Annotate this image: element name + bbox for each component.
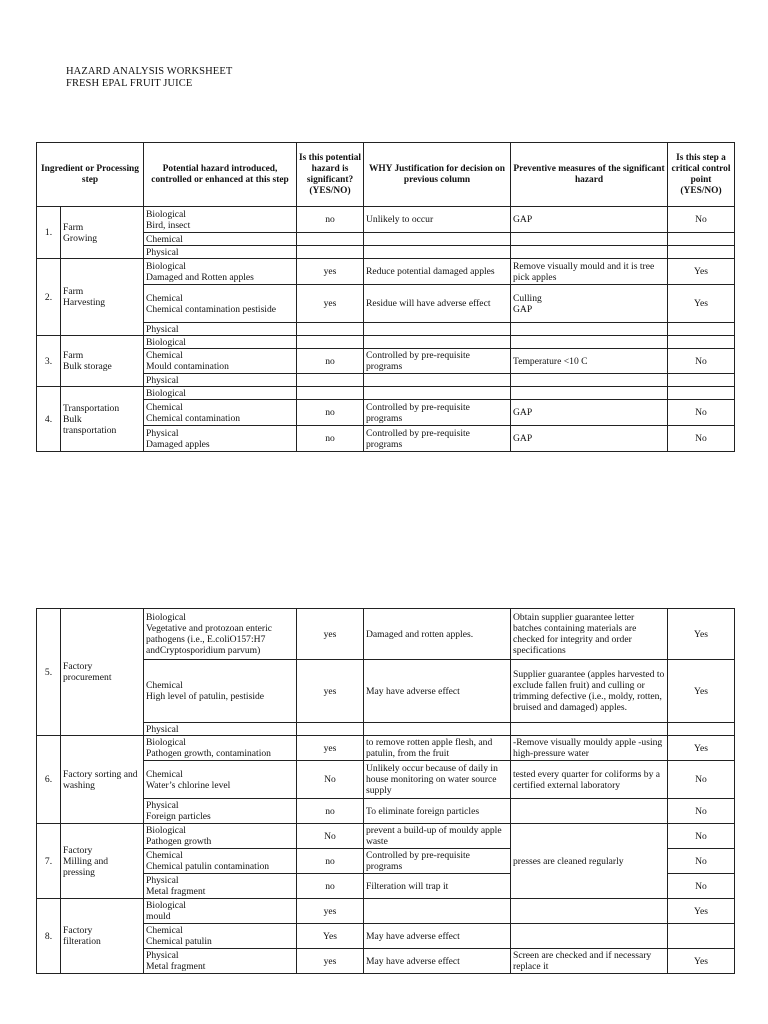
hazard-detail: Damaged and Rotten apples <box>146 271 254 283</box>
hazard-cell <box>144 660 297 723</box>
preventive-cell <box>511 387 668 400</box>
significant-cell: yes <box>297 609 364 660</box>
justification-cell: Controlled by pre-requisite programs <box>364 400 511 426</box>
justification-cell: Controlled by pre-requisite programs <box>364 349 511 374</box>
step-name: Factory Milling and pressing <box>61 824 144 899</box>
hazard-detail: Foreign particles <box>146 811 211 822</box>
ccp-cell: No <box>668 799 735 824</box>
step-name: Farm Bulk storage <box>61 336 144 387</box>
hazard-type: Chemical <box>146 233 183 245</box>
hazard-cell <box>144 336 297 349</box>
hazard-cell <box>144 924 297 949</box>
significant-cell: no <box>297 874 364 899</box>
col-header-why: WHY Justification for decision on previous column <box>364 143 511 207</box>
significant-cell <box>297 323 364 336</box>
justification-cell: Residue will have adverse effect <box>364 285 511 323</box>
hazard-detail: Pathogen growth <box>146 836 212 847</box>
hazard-type: Chemical <box>146 850 183 861</box>
col-header-hazard: Potential hazard introduced, controlled or enhanced at this step <box>144 143 297 207</box>
preventive-cell: GAP <box>511 400 668 426</box>
ccp-cell: No <box>668 400 735 426</box>
step-name: Factory filteration <box>61 899 144 974</box>
hazard-type: Physical <box>146 723 179 735</box>
hazard-type: Biological <box>146 208 186 220</box>
significant-cell: no <box>297 349 364 374</box>
hazard-type: Biological <box>146 260 186 272</box>
hazard-row <box>37 824 735 849</box>
hazard-cell <box>144 723 297 736</box>
hazard-type: Biological <box>146 825 186 836</box>
significant-cell: No <box>297 761 364 799</box>
hazard-row <box>37 899 735 924</box>
hazard-type: Chemical <box>146 292 183 304</box>
justification-cell: To eliminate foreign particles <box>364 799 511 824</box>
hazard-cell <box>144 207 297 233</box>
ccp-cell <box>668 723 735 736</box>
step-name: Farm Growing <box>61 207 144 259</box>
hazard-table-part-1 <box>36 142 735 452</box>
significant-cell <box>297 374 364 387</box>
hazard-cell <box>144 761 297 799</box>
justification-cell <box>364 723 511 736</box>
ccp-cell: No <box>668 207 735 233</box>
significant-cell: yes <box>297 899 364 924</box>
ccp-cell: No <box>668 426 735 452</box>
step-number: 3. <box>37 336 61 387</box>
hazard-row <box>37 207 735 233</box>
significant-cell <box>297 233 364 246</box>
preventive-cell <box>511 336 668 349</box>
ccp-cell: Yes <box>668 609 735 660</box>
ccp-cell: Yes <box>668 660 735 723</box>
hazard-cell <box>144 799 297 824</box>
hazard-cell <box>144 874 297 899</box>
hazard-detail: Metal fragment <box>146 961 206 972</box>
significant-cell: yes <box>297 259 364 285</box>
significant-cell <box>297 387 364 400</box>
justification-cell: Unlikely occur because of daily in house monitoring on water source supply <box>364 761 511 799</box>
ccp-cell <box>668 387 735 400</box>
hazard-cell <box>144 374 297 387</box>
hazard-type: Biological <box>146 387 186 399</box>
justification-cell <box>364 374 511 387</box>
hazard-type: Physical <box>146 427 179 439</box>
justification-cell: Filteration will trap it <box>364 874 511 899</box>
hazard-detail: Vegetative and protozoan enteric pathogens (i.e., E.coliO157:H7 andCryptosporidium parvum) <box>146 623 272 656</box>
col-header-step: Ingredient or Processing step <box>37 143 144 207</box>
justification-cell <box>364 246 511 259</box>
step-name: Factory sorting and washing <box>61 736 144 824</box>
justification-cell <box>364 233 511 246</box>
hazard-cell <box>144 323 297 336</box>
col-header-ccp: Is this step a critical control point (YES/NO) <box>668 143 735 207</box>
significant-cell: yes <box>297 736 364 761</box>
hazard-detail: High level of patulin, pestiside <box>146 691 265 702</box>
justification-cell <box>364 899 511 924</box>
significant-cell: yes <box>297 285 364 323</box>
significant-cell: no <box>297 400 364 426</box>
step-number: 4. <box>37 387 61 452</box>
header-row <box>37 143 735 207</box>
step-number: 8. <box>37 899 61 974</box>
hazard-detail: Chemical contamination <box>146 412 241 424</box>
significant-cell: no <box>297 799 364 824</box>
significant-cell <box>297 246 364 259</box>
justification-cell: May have adverse effect <box>364 924 511 949</box>
hazard-type: Physical <box>146 950 179 961</box>
justification-cell: Damaged and rotten apples. <box>364 609 511 660</box>
preventive-cell <box>511 799 668 824</box>
preventive-cell <box>511 924 668 949</box>
hazard-cell <box>144 824 297 849</box>
hazard-cell <box>144 259 297 285</box>
hazard-cell <box>144 233 297 246</box>
preventive-cell: -Remove visually mouldy apple -using high-pressure water <box>511 736 668 761</box>
justification-cell: prevent a build-up of mouldy apple waste <box>364 824 511 849</box>
step-number: 1. <box>37 207 61 259</box>
justification-cell <box>364 387 511 400</box>
step-number: 2. <box>37 259 61 336</box>
hazard-cell <box>144 899 297 924</box>
preventive-cell: Remove visually mould and it is tree pick apples <box>511 259 668 285</box>
title-line-2: FRESH EPAL FRUIT JUICE <box>66 78 193 89</box>
significant-cell <box>297 336 364 349</box>
justification-cell: Controlled by pre-requisite programs <box>364 426 511 452</box>
ccp-cell: Yes <box>668 949 735 974</box>
table-body-1 <box>37 207 735 452</box>
hazard-type: Chemical <box>146 680 183 691</box>
preventive-cell <box>511 374 668 387</box>
significant-cell: no <box>297 849 364 874</box>
hazard-cell <box>144 400 297 426</box>
col-header-preventive: Preventive measures of the significant hazard <box>511 143 668 207</box>
ccp-cell: No <box>668 761 735 799</box>
preventive-cell: presses are cleaned regularly <box>511 824 668 899</box>
preventive-cell: Screen are checked and if necessary replace it <box>511 949 668 974</box>
title-line-1: HAZARD ANALYSIS WORKSHEET <box>66 66 233 77</box>
preventive-cell: Supplier guarantee (apples harvested to exclude fallen fruit) and culling or trimming defective (i.e., moldy, rotten, bruised and damaged) apples. <box>511 660 668 723</box>
hazard-table-part-2 <box>36 608 735 974</box>
step-name: Factory procurement <box>61 609 144 736</box>
hazard-cell <box>144 349 297 374</box>
hazard-type: Physical <box>146 875 179 886</box>
step-number: 7. <box>37 824 61 899</box>
hazard-type: Physical <box>146 800 179 811</box>
hazard-cell <box>144 736 297 761</box>
ccp-cell: Yes <box>668 285 735 323</box>
justification-cell: May have adverse effect <box>364 949 511 974</box>
ccp-cell: Yes <box>668 899 735 924</box>
significant-cell: Yes <box>297 924 364 949</box>
justification-cell <box>364 336 511 349</box>
table-body-2 <box>37 609 735 974</box>
ccp-cell <box>668 336 735 349</box>
hazard-cell <box>144 609 297 660</box>
hazard-detail: Pathogen growth, contamination <box>146 748 271 759</box>
step-name: Transportation Bulk transportation <box>61 387 144 452</box>
ccp-cell <box>668 233 735 246</box>
significant-cell: yes <box>297 949 364 974</box>
ccp-cell: No <box>668 874 735 899</box>
ccp-cell: No <box>668 824 735 849</box>
hazard-detail: mould <box>146 911 171 922</box>
hazard-type: Physical <box>146 374 179 386</box>
ccp-cell: Yes <box>668 259 735 285</box>
hazard-cell <box>144 426 297 452</box>
hazard-type: Chemical <box>146 768 183 780</box>
significant-cell: no <box>297 207 364 233</box>
preventive-cell <box>511 323 668 336</box>
step-name: Farm Harvesting <box>61 259 144 336</box>
significant-cell: no <box>297 426 364 452</box>
preventive-cell: Temperature <10 C <box>511 349 668 374</box>
hazard-detail: Chemical patulin contamination <box>146 861 270 872</box>
col-header-significant: Is this potential hazard is significant? (YES/NO) <box>297 143 364 207</box>
hazard-detail: Damaged apples <box>146 438 210 450</box>
hazard-detail: Chemical patulin <box>146 936 212 947</box>
hazard-detail: Water’s chlorine level <box>146 779 231 791</box>
hazard-cell <box>144 849 297 874</box>
hazard-row <box>37 736 735 761</box>
preventive-cell <box>511 246 668 259</box>
justification-cell: Unlikely to occur <box>364 207 511 233</box>
justification-cell: May have adverse effect <box>364 660 511 723</box>
significant-cell: yes <box>297 660 364 723</box>
hazard-row <box>37 609 735 660</box>
hazard-detail: Metal fragment <box>146 886 206 897</box>
step-number: 5. <box>37 609 61 736</box>
justification-cell: to remove rotten apple flesh, and patulin, from the fruit <box>364 736 511 761</box>
hazard-type: Biological <box>146 900 186 911</box>
preventive-cell <box>511 233 668 246</box>
preventive-cell: Culling GAP <box>511 285 668 323</box>
hazard-detail: Bird, insect <box>146 219 191 231</box>
ccp-cell <box>668 323 735 336</box>
preventive-cell: GAP <box>511 207 668 233</box>
justification-cell: Reduce potential damaged apples <box>364 259 511 285</box>
step-number: 6. <box>37 736 61 824</box>
ccp-cell <box>668 374 735 387</box>
hazard-cell <box>144 246 297 259</box>
ccp-cell: No <box>668 849 735 874</box>
preventive-cell: GAP <box>511 426 668 452</box>
hazard-type: Physical <box>146 246 179 258</box>
significant-cell <box>297 723 364 736</box>
hazard-row <box>37 387 735 400</box>
ccp-cell: Yes <box>668 736 735 761</box>
hazard-row <box>37 336 735 349</box>
ccp-cell <box>668 924 735 949</box>
ccp-cell <box>668 246 735 259</box>
hazard-type: Biological <box>146 336 186 348</box>
hazard-cell <box>144 949 297 974</box>
hazard-type: Biological <box>146 612 186 623</box>
hazard-detail: Chemical contamination pestiside <box>146 303 277 315</box>
hazard-type: Biological <box>146 737 186 748</box>
hazard-cell <box>144 285 297 323</box>
preventive-cell: tested every quarter for coliforms by a certified external laboratory <box>511 761 668 799</box>
significant-cell: No <box>297 824 364 849</box>
hazard-type: Chemical <box>146 350 183 361</box>
document-title <box>66 66 232 90</box>
hazard-type: Chemical <box>146 401 183 413</box>
hazard-cell <box>144 387 297 400</box>
hazard-row <box>37 259 735 285</box>
justification-cell: Controlled by pre-requisite programs <box>364 849 511 874</box>
hazard-detail: Mould contamination <box>146 361 229 372</box>
hazard-type: Chemical <box>146 925 183 936</box>
preventive-cell <box>511 723 668 736</box>
hazard-type: Physical <box>146 323 179 335</box>
preventive-cell: Obtain supplier guarantee letter batches containing materials are checked for integrity and order specifications <box>511 609 668 660</box>
ccp-cell: No <box>668 349 735 374</box>
preventive-cell <box>511 899 668 924</box>
justification-cell <box>364 323 511 336</box>
